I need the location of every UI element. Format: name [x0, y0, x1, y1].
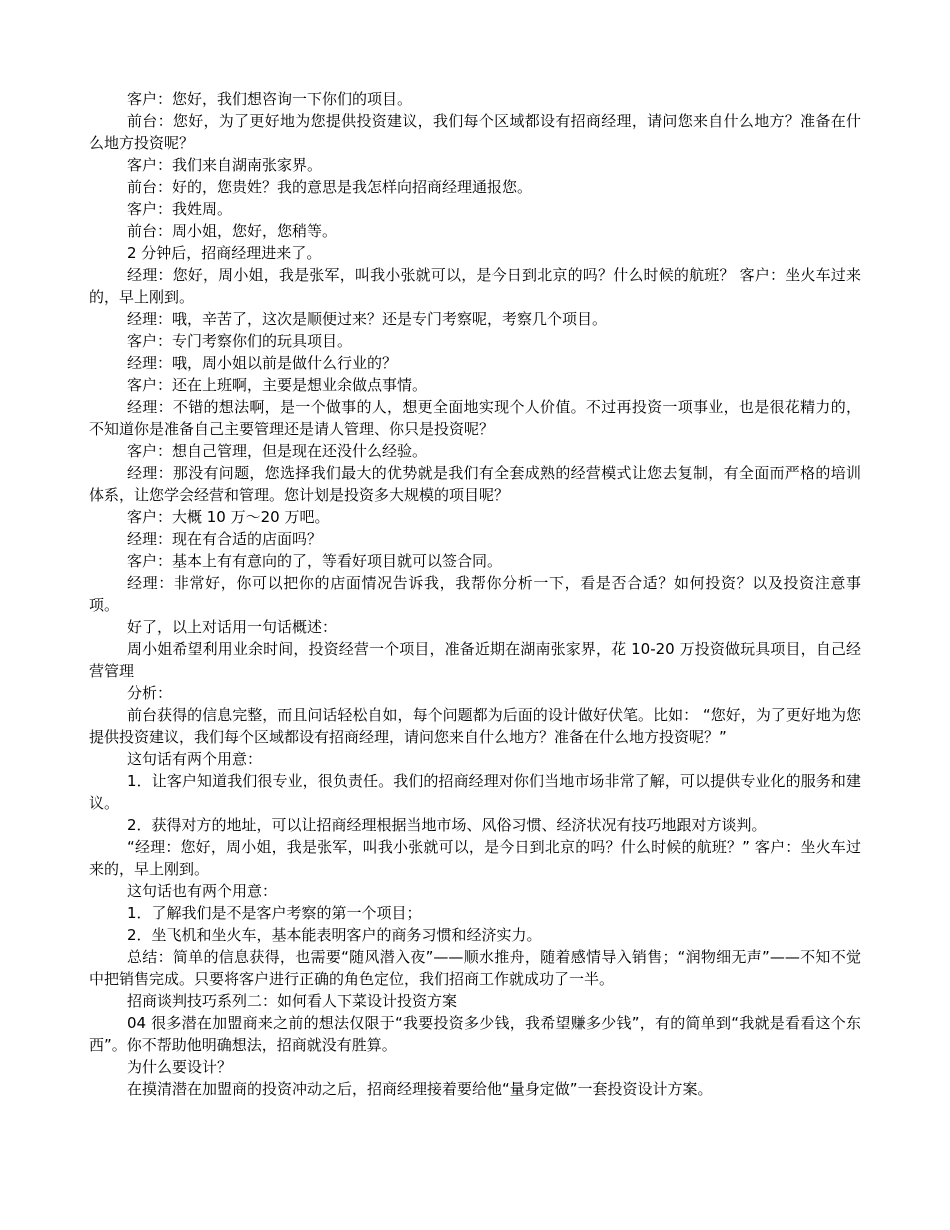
- analysis-point: 1．让客户知道我们很专业，很负责任。我们的招商经理对你们当地市场非常了解，可以提供专业化的服务和建议。: [89, 772, 861, 812]
- dialogue-line: 客户：我姓周。: [127, 200, 233, 218]
- section-text: 04 很多潜在加盟商来之前的想法仅限于“我要投资多少钱，我希望赚多少钱”，有的简单到“我就是看看这个东西”。你不帮助他明确想法，招商就没有胜算。: [89, 1014, 861, 1054]
- analysis-point: 1．了解我们是不是客户考察的第一个项目；: [127, 904, 422, 922]
- conclusion-text: 总结：简单的信息获得，也需要“随风潜入夜”——顺水推舟，随着感情导入销售；“润物细无声”——不知不觉中把销售完成。只要将客户进行正确的角色定位，我们招商工作就成功了一半。: [89, 948, 861, 988]
- dialogue-line: 经理：哦，周小姐以前是做什么行业的？: [127, 354, 398, 372]
- analysis-heading: 分析：: [127, 684, 173, 702]
- dialogue-line: 经理：非常好，你可以把你的店面情况告诉我，我帮你分析一下，看是否合适？如何投资？以及投资注意事项。: [89, 574, 861, 614]
- dialogue-line: 经理：现在有合适的店面吗？: [127, 530, 323, 548]
- analysis-quote: “经理：您好，周小姐，我是张军，叫我小张就可以，是今日到北京的吗？什么时候的航班？” 客户：坐火车过来的，早上刚到。: [89, 838, 861, 878]
- section-title: 招商谈判技巧系列二：如何看人下菜设计投资方案: [127, 992, 458, 1010]
- dialogue-line: 客户：专门考察你们的玩具项目。: [127, 332, 353, 350]
- dialogue-line: 客户：基本上有有意向的了，等看好项目就可以签合同。: [127, 552, 503, 570]
- dialogue-line: 经理：您好，周小姐，我是张军，叫我小张就可以，是今日到北京的吗？什么时候的航班？ 客户：坐火车过来的，早上刚到。: [89, 266, 861, 306]
- summary-text: 周小姐希望利用业余时间，投资经营一个项目，准备近期在湖南张家界，花 10-20 万投资做玩具项目，自己经营管理: [89, 640, 861, 680]
- dialogue-line: 客户：大概 10 万～20 万吧。: [127, 508, 330, 526]
- dialogue-line: 前台：好的，您贵姓？我的意思是我怎样向招商经理通报您。: [127, 178, 533, 196]
- analysis-text: 这句话有两个用意：: [127, 750, 263, 768]
- analysis-point: 2．坐飞机和坐火车，基本能表明客户的商务习惯和经济实力。: [127, 926, 542, 944]
- narration-line: 2 分钟后，招商经理进来了。: [127, 244, 322, 262]
- summary-intro: 好了，以上对话用一句话概述：: [127, 618, 338, 636]
- analysis-text: 前台获得的信息完整，而且问话轻松自如，每个问题都为后面的设计做好伏笔。比如： “您好，为了更好地为您提供投资建议，我们每个区域都设有招商经理，请问您来自什么地方？准备在什么地方投资呢？”: [89, 706, 861, 746]
- analysis-text: 这句话也有两个用意：: [127, 882, 278, 900]
- document-body: [89, 88, 861, 1100]
- dialogue-line: 前台：您好，为了更好地为您提供投资建议，我们每个区域都设有招商经理，请问您来自什么地方？准备在什么地方投资呢？: [89, 112, 861, 152]
- section-text: 在摸清潜在加盟商的投资冲动之后，招商经理接着要给他“量身定做”一套投资设计方案。: [127, 1080, 713, 1098]
- section-question: 为什么要设计？: [127, 1058, 233, 1076]
- dialogue-line: 经理：哦，辛苦了，这次是顺便过来？还是专门考察呢，考察几个项目。: [127, 310, 608, 328]
- dialogue-line: 经理：那没有问题，您选择我们最大的优势就是我们有全套成熟的经营模式让您去复制，有全面而严格的培训体系，让您学会经营和管理。您计划是投资多大规模的项目呢？: [89, 464, 861, 504]
- dialogue-line: 经理：不错的想法啊，是一个做事的人，想更全面地实现个人价值。不过再投资一项事业，也是很花精力的，不知道你是准备自己主要管理还是请人管理、你只是投资呢？: [89, 398, 861, 438]
- dialogue-line: 客户：想自己管理，但是现在还没什么经验。: [127, 442, 428, 460]
- dialogue-line: 前台：周小姐，您好，您稍等。: [127, 222, 338, 240]
- dialogue-line: 客户：我们来自湖南张家界。: [127, 156, 323, 174]
- dialogue-line: 客户：您好，我们想咨询一下你们的项目。: [127, 90, 413, 108]
- dialogue-line: 客户：还在上班啊，主要是想业余做点事情。: [127, 376, 428, 394]
- analysis-point: 2．获得对方的地址，可以让招商经理根据当地市场、风俗习惯、经济状况有技巧地跟对方谈判。: [127, 816, 767, 834]
